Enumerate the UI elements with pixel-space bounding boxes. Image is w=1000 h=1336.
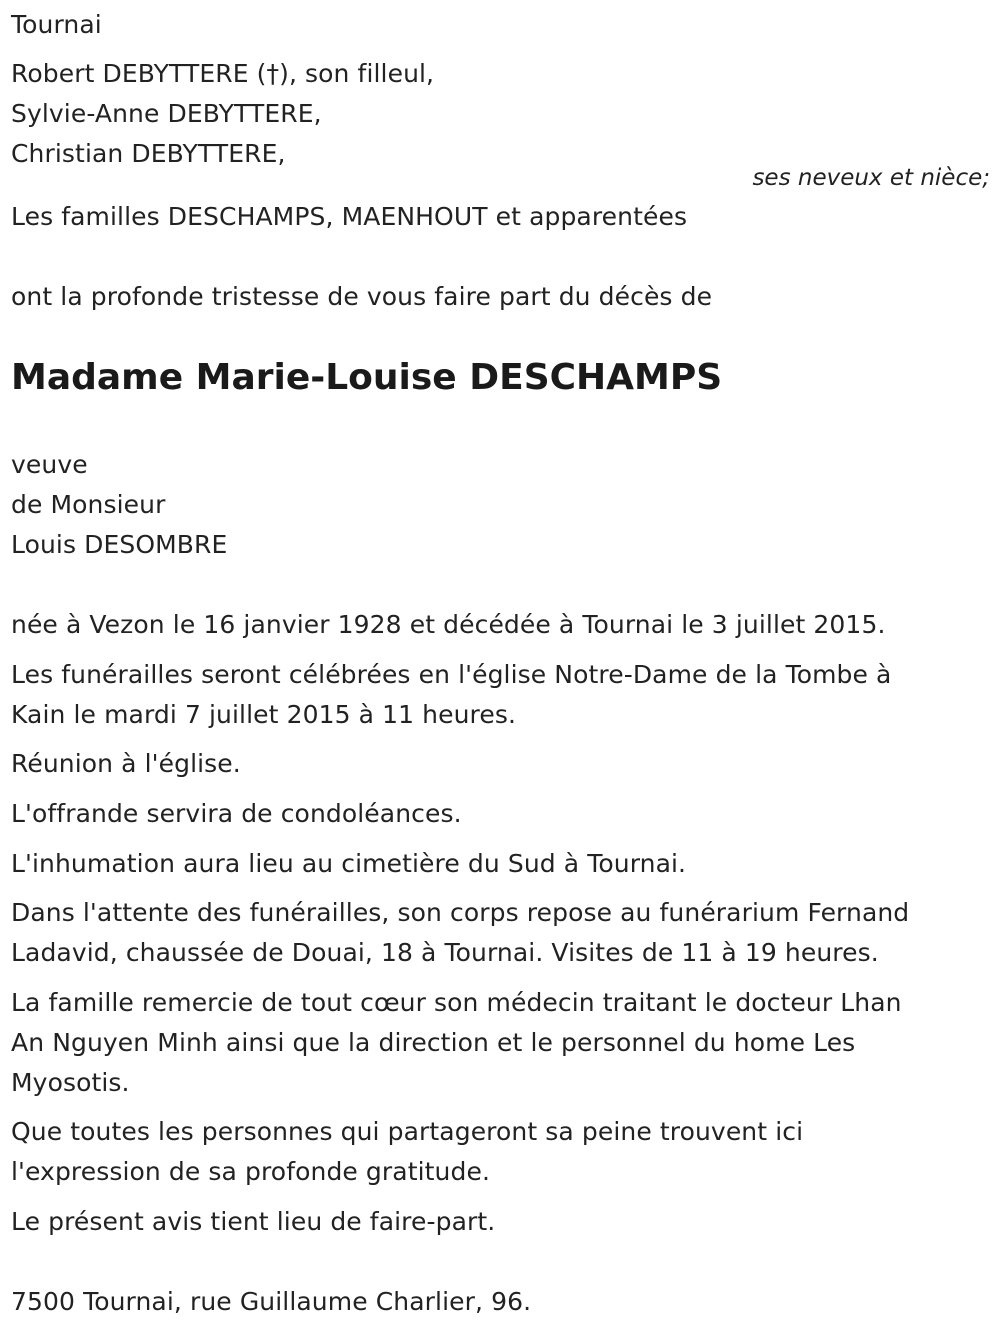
announcement-text: ont la profonde tristesse de vous faire part du décès de [11, 282, 713, 311]
offering-text: L'offrande servira de condoléances. [11, 799, 462, 828]
deceased-name: Madame Marie-Louise DESCHAMPS [11, 357, 723, 398]
reunion-text: Réunion à l'église. [11, 749, 241, 778]
family-relation: ses neveux et nièce; [752, 165, 990, 191]
notice-text: Le présent avis tient lieu de faire-part. [11, 1207, 496, 1236]
widow-line-monsieur: de Monsieur [11, 490, 166, 519]
funeral-line-1: Les funérailles seront célébrées en l'église Notre-Dame de la Tombe à [11, 660, 892, 689]
birth-death-text: née à Vezon le 16 janvier 1928 et décédée à Tournai le 3 juillet 2015. [11, 610, 886, 639]
family-line-robert: Robert DEBYTTERE (†), son filleul, [11, 59, 435, 88]
family-line-christian: Christian DEBYTTERE, [11, 139, 286, 168]
thanks-line-2: An Nguyen Minh ainsi que la direction et le personnel du home Les [11, 1028, 856, 1057]
family-line-sylvie-anne: Sylvie-Anne DEBYTTERE, [11, 99, 322, 128]
family-line-families: Les familles DESCHAMPS, MAENHOUT et apparentées [11, 202, 688, 231]
thanks-line-3: Myosotis. [11, 1068, 130, 1097]
wake-line-2: Ladavid, chaussée de Douai, 18 à Tournai. Visites de 11 à 19 heures. [11, 938, 879, 967]
thanks-line-1: La famille remercie de tout cœur son médecin traitant le docteur Lhan [11, 988, 902, 1017]
gratitude-line-1: Que toutes les personnes qui partageront sa peine trouvent ici [11, 1117, 804, 1146]
wake-line-1: Dans l'attente des funérailles, son corps repose au funérarium Fernand [11, 898, 910, 927]
address-text: 7500 Tournai, rue Guillaume Charlier, 96. [11, 1287, 532, 1316]
widow-line-husband-name: Louis DESOMBRE [11, 530, 228, 559]
funeral-line-2: Kain le mardi 7 juillet 2015 à 11 heures. [11, 700, 517, 729]
widow-line-veuve: veuve [11, 450, 88, 479]
gratitude-line-2: l'expression de sa profonde gratitude. [11, 1157, 490, 1186]
burial-text: L'inhumation aura lieu au cimetière du Sud à Tournai. [11, 849, 687, 878]
location-header: Tournai [11, 10, 102, 39]
